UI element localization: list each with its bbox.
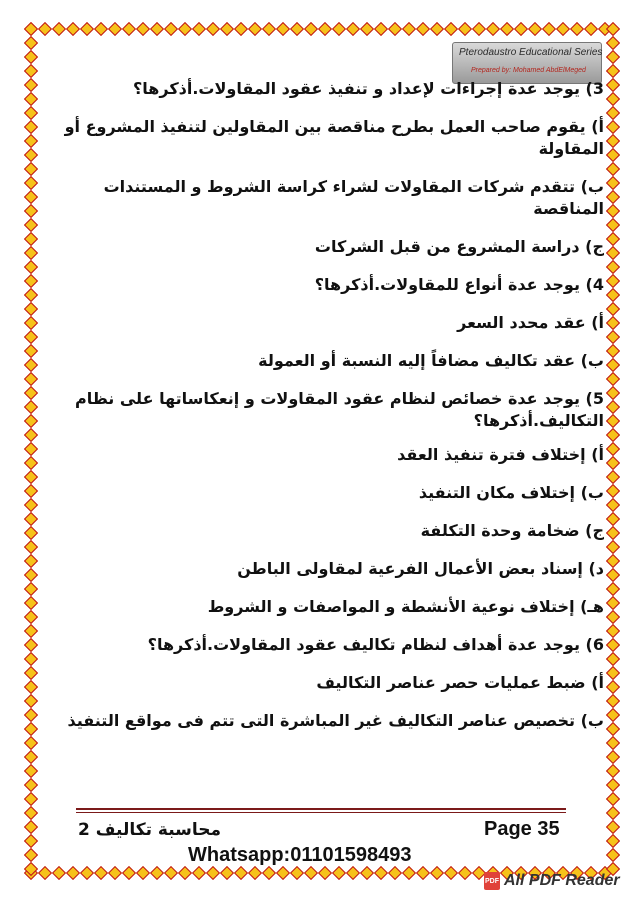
border-motif: [318, 22, 332, 36]
series-logo-author: Prepared by: Mohamed AbdElMeged: [471, 67, 586, 74]
border-motif: [458, 866, 472, 880]
border-motif: [24, 792, 38, 806]
border-motif: [122, 866, 136, 880]
border-motif: [290, 22, 304, 36]
border-motif: [606, 680, 620, 694]
border-motif: [570, 22, 584, 36]
border-motif: [606, 736, 620, 750]
border-motif: [556, 22, 570, 36]
border-motif: [606, 666, 620, 680]
border-motif: [24, 22, 38, 36]
footer-divider: [76, 812, 566, 813]
border-motif: [606, 400, 620, 414]
border-motif: [346, 866, 360, 880]
pdf-reader-watermark: [484, 868, 620, 894]
border-motif: [164, 22, 178, 36]
border-motif: [346, 22, 360, 36]
question-list: [44, 78, 604, 748]
border-motif: [38, 866, 52, 880]
border-motif: [606, 414, 620, 428]
border-motif: [24, 260, 38, 274]
border-motif: [318, 866, 332, 880]
border-motif: [24, 764, 38, 778]
border-motif: [24, 400, 38, 414]
border-motif: [108, 22, 122, 36]
question-heading: 5) يوجد عدة خصائص لنظام عقود المقاولات و إنعكاساتها على نظام التكاليف.أذكرها؟: [74, 389, 604, 430]
answer-item: ب) تتقدم شركات المقاولات لشراء كراسة الشروط و المستندات المناقصة: [103, 177, 604, 218]
border-motif: [416, 866, 430, 880]
border-motif: [24, 456, 38, 470]
border-motif: [606, 470, 620, 484]
border-motif: [584, 22, 598, 36]
answer-item: أ) عقد محدد السعر: [457, 313, 604, 332]
question-heading: 4) يوجد عدة أنواع للمقاولات.أذكرها؟: [314, 275, 604, 294]
border-motif: [24, 540, 38, 554]
border-motif: [206, 866, 220, 880]
border-motif: [24, 862, 38, 876]
border-motif: [24, 330, 38, 344]
border-motif: [136, 22, 150, 36]
border-motif: [24, 176, 38, 190]
border-motif: [606, 708, 620, 722]
border-motif: [388, 866, 402, 880]
border-motif: [472, 22, 486, 36]
border-motif: [262, 866, 276, 880]
border-motif: [528, 22, 542, 36]
border-motif: [606, 722, 620, 736]
course-title: محاسبة تكاليف 2: [78, 820, 222, 840]
border-motif: [606, 50, 620, 64]
border-motif: [24, 106, 38, 120]
border-motif: [220, 866, 234, 880]
border-motif: [606, 372, 620, 386]
border-motif: [606, 498, 620, 512]
border-motif: [276, 866, 290, 880]
border-motif: [164, 866, 178, 880]
border-motif: [24, 148, 38, 162]
whatsapp-contact: Whatsapp:01101598493: [188, 844, 412, 866]
border-motif: [24, 246, 38, 260]
border-motif: [606, 778, 620, 792]
border-motif: [606, 344, 620, 358]
decorative-border-right: [606, 22, 620, 880]
border-motif: [606, 246, 620, 260]
border-motif: [24, 162, 38, 176]
border-motif: [606, 624, 620, 638]
answer-item: ج) دراسة المشروع من قبل الشركات: [314, 237, 604, 256]
border-motif: [606, 302, 620, 316]
border-motif: [24, 428, 38, 442]
border-motif: [150, 866, 164, 880]
border-motif: [374, 866, 388, 880]
answer-item: ب) عقد تكاليف مضافاً إليه النسبة أو العمولة: [258, 351, 604, 370]
border-motif: [606, 288, 620, 302]
border-motif: [24, 36, 38, 50]
border-motif: [80, 22, 94, 36]
answer-item: ب) تخصيص عناصر التكاليف غير المباشرة التى تتم فى مواقع التنفيذ: [67, 711, 604, 730]
border-motif: [606, 386, 620, 400]
border-motif: [24, 512, 38, 526]
border-motif: [606, 190, 620, 204]
border-motif: [606, 218, 620, 232]
answer-item: د) إسناد بعض الأعمال الفرعية لمقاولى الباطن: [237, 559, 604, 578]
border-motif: [542, 22, 556, 36]
border-motif: [374, 22, 388, 36]
border-motif: [108, 866, 122, 880]
border-motif: [360, 22, 374, 36]
border-motif: [606, 456, 620, 470]
border-motif: [606, 148, 620, 162]
border-motif: [606, 120, 620, 134]
border-motif: [136, 866, 150, 880]
border-motif: [606, 134, 620, 148]
border-motif: [52, 22, 66, 36]
answer-item: أ) ضبط عمليات حصر عناصر التكاليف: [316, 673, 604, 692]
border-motif: [24, 554, 38, 568]
footer-divider: [76, 808, 566, 810]
border-motif: [402, 22, 416, 36]
border-motif: [500, 22, 514, 36]
decorative-border-left: [24, 22, 38, 880]
border-motif: [66, 866, 80, 880]
border-motif: [24, 526, 38, 540]
border-motif: [402, 866, 416, 880]
decorative-border-top: [24, 22, 620, 36]
border-motif: [606, 820, 620, 834]
border-motif: [24, 596, 38, 610]
border-motif: [24, 386, 38, 400]
border-motif: [606, 540, 620, 554]
border-motif: [24, 120, 38, 134]
border-motif: [262, 22, 276, 36]
pdf-reader-label: All PDF Reader: [504, 872, 620, 889]
border-motif: [192, 22, 206, 36]
border-motif: [24, 232, 38, 246]
border-motif: [248, 22, 262, 36]
border-motif: [606, 834, 620, 848]
border-motif: [24, 372, 38, 386]
border-motif: [24, 316, 38, 330]
border-motif: [606, 204, 620, 218]
answer-item: أ) إختلاف فترة تنفيذ العقد: [397, 445, 604, 464]
border-motif: [24, 218, 38, 232]
border-motif: [606, 64, 620, 78]
border-motif: [24, 694, 38, 708]
border-motif: [606, 484, 620, 498]
border-motif: [24, 484, 38, 498]
border-motif: [248, 866, 262, 880]
border-motif: [606, 274, 620, 288]
border-motif: [220, 22, 234, 36]
border-motif: [486, 22, 500, 36]
border-motif: [122, 22, 136, 36]
border-motif: [24, 64, 38, 78]
border-motif: [606, 316, 620, 330]
border-motif: [430, 22, 444, 36]
border-motif: [606, 568, 620, 582]
border-motif: [606, 512, 620, 526]
question-heading: 6) يوجد عدة أهداف لنظام تكاليف عقود المقاولات.أذكرها؟: [147, 635, 604, 654]
border-motif: [606, 428, 620, 442]
series-logo-title: Pterodaustro Educational Series: [459, 47, 603, 58]
border-motif: [276, 22, 290, 36]
border-motif: [430, 866, 444, 880]
border-motif: [38, 22, 52, 36]
border-motif: [24, 666, 38, 680]
border-motif: [444, 866, 458, 880]
border-motif: [24, 750, 38, 764]
border-motif: [66, 22, 80, 36]
border-motif: [606, 652, 620, 666]
border-motif: [304, 22, 318, 36]
border-motif: [606, 596, 620, 610]
border-motif: [150, 22, 164, 36]
border-motif: [416, 22, 430, 36]
border-motif: [24, 288, 38, 302]
border-motif: [304, 866, 318, 880]
border-motif: [24, 652, 38, 666]
answer-item: هـ) إختلاف نوعية الأنشطة و المواصفات و الشروط: [207, 597, 604, 616]
border-motif: [606, 554, 620, 568]
border-motif: [606, 92, 620, 106]
border-motif: [606, 750, 620, 764]
border-motif: [24, 736, 38, 750]
border-motif: [178, 22, 192, 36]
border-motif: [178, 866, 192, 880]
border-motif: [24, 820, 38, 834]
border-motif: [24, 344, 38, 358]
border-motif: [606, 22, 620, 36]
border-motif: [606, 232, 620, 246]
border-motif: [332, 22, 346, 36]
border-motif: [24, 806, 38, 820]
border-motif: [192, 866, 206, 880]
border-motif: [24, 624, 38, 638]
border-motif: [606, 764, 620, 778]
border-motif: [24, 722, 38, 736]
border-motif: [80, 866, 94, 880]
border-motif: [234, 866, 248, 880]
answer-item: ج) ضخامة وحدة التكلفة: [420, 521, 604, 540]
border-motif: [24, 442, 38, 456]
border-motif: [388, 22, 402, 36]
border-motif: [24, 134, 38, 148]
border-motif: [94, 866, 108, 880]
border-motif: [24, 414, 38, 428]
border-motif: [24, 78, 38, 92]
border-motif: [606, 260, 620, 274]
border-motif: [24, 470, 38, 484]
border-motif: [206, 22, 220, 36]
pdf-icon: PDF: [484, 872, 500, 890]
border-motif: [24, 848, 38, 862]
border-motif: [606, 848, 620, 862]
border-motif: [24, 638, 38, 652]
border-motif: [24, 568, 38, 582]
border-motif: [24, 302, 38, 316]
border-motif: [606, 442, 620, 456]
page-number: Page 35: [484, 818, 560, 840]
border-motif: [24, 778, 38, 792]
border-motif: [24, 358, 38, 372]
border-motif: [606, 36, 620, 50]
border-motif: [24, 708, 38, 722]
border-motif: [24, 582, 38, 596]
border-motif: [234, 22, 248, 36]
border-motif: [606, 330, 620, 344]
answer-item: ب) إختلاف مكان التنفيذ: [418, 483, 604, 502]
border-motif: [606, 792, 620, 806]
border-motif: [458, 22, 472, 36]
border-motif: [606, 638, 620, 652]
border-motif: [24, 92, 38, 106]
border-motif: [606, 806, 620, 820]
border-motif: [24, 834, 38, 848]
border-motif: [24, 680, 38, 694]
border-motif: [24, 50, 38, 64]
border-motif: [606, 78, 620, 92]
border-motif: [606, 526, 620, 540]
border-motif: [94, 22, 108, 36]
border-motif: [606, 358, 620, 372]
border-motif: [24, 190, 38, 204]
question-heading: 3) يوجد عدة إجراءات لإعداد و تنفيذ عقود المقاولات.أذكرها؟: [133, 79, 604, 98]
border-motif: [24, 204, 38, 218]
border-motif: [606, 106, 620, 120]
border-motif: [514, 22, 528, 36]
border-motif: [24, 610, 38, 624]
border-motif: [606, 582, 620, 596]
border-motif: [606, 694, 620, 708]
border-motif: [24, 498, 38, 512]
border-motif: [606, 610, 620, 624]
border-motif: [24, 274, 38, 288]
border-motif: [606, 162, 620, 176]
border-motif: [444, 22, 458, 36]
border-motif: [52, 866, 66, 880]
border-motif: [290, 866, 304, 880]
answer-item: أ) يقوم صاحب العمل بطرح مناقصة بين المقاولين لتنفيذ المشروع أو المقاولة: [64, 117, 604, 158]
border-motif: [360, 866, 374, 880]
border-motif: [332, 866, 346, 880]
border-motif: [606, 176, 620, 190]
